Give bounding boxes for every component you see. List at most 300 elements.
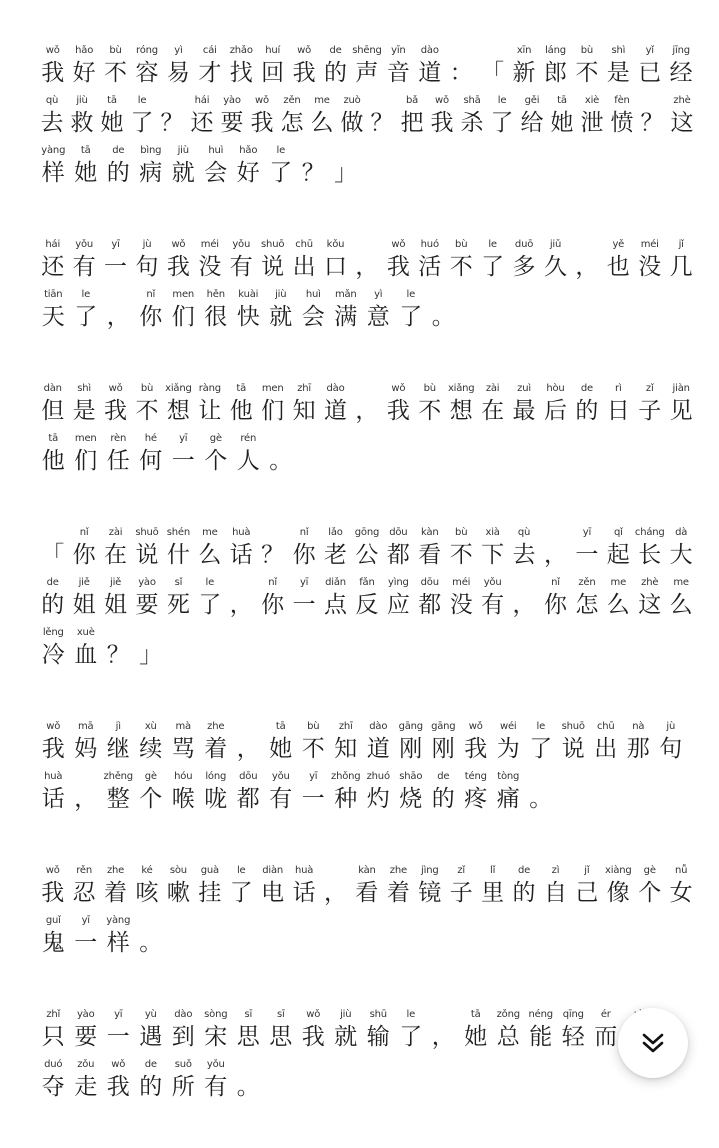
ruby-character bbox=[167, 428, 200, 478]
ruby-character bbox=[265, 716, 298, 766]
hanzi: 遇 bbox=[139, 1024, 163, 1050]
pinyin: le bbox=[236, 865, 246, 876]
ruby-character bbox=[200, 766, 233, 816]
pinyin: shuō bbox=[135, 527, 159, 538]
hanzi: ， bbox=[512, 592, 536, 618]
pinyin: gè bbox=[209, 433, 222, 444]
hanzi: 挂 bbox=[198, 880, 222, 906]
hanzi: 就 bbox=[171, 160, 195, 186]
hanzi: 愤 bbox=[610, 110, 634, 136]
ruby-character bbox=[383, 40, 414, 90]
ruby-character bbox=[37, 234, 68, 284]
ruby-character bbox=[67, 90, 97, 140]
ruby-character bbox=[330, 1004, 363, 1054]
pinyin: chū bbox=[295, 239, 313, 250]
pinyin: zài bbox=[485, 383, 500, 394]
punctuation bbox=[427, 284, 460, 334]
scroll-down-button[interactable] bbox=[618, 1008, 688, 1078]
ruby-character bbox=[257, 378, 288, 428]
punctuation bbox=[525, 766, 558, 816]
ruby-character bbox=[167, 1004, 200, 1054]
pinyin: le bbox=[488, 239, 497, 250]
hanzi: 会 bbox=[301, 304, 325, 330]
pinyin: yǒu bbox=[232, 239, 251, 250]
pinyin: yù bbox=[144, 1009, 157, 1020]
ruby-character bbox=[557, 1004, 590, 1054]
hanzi: 做 bbox=[340, 110, 364, 136]
pinyin: de bbox=[46, 577, 59, 588]
text-line bbox=[37, 428, 697, 478]
hanzi: ？ bbox=[160, 110, 184, 136]
hanzi: 出 bbox=[594, 736, 618, 762]
ruby-character bbox=[131, 234, 162, 284]
pinyin: fǎn bbox=[359, 577, 375, 588]
punctuation bbox=[70, 766, 103, 816]
pinyin: shì bbox=[611, 45, 626, 56]
text-line bbox=[37, 90, 697, 140]
hanzi: 子 bbox=[449, 880, 473, 906]
ruby-character bbox=[525, 1004, 558, 1054]
hanzi: 在 bbox=[481, 398, 505, 424]
ruby-character bbox=[265, 766, 298, 816]
ruby-character bbox=[508, 40, 539, 90]
ruby-character bbox=[163, 522, 194, 572]
hanzi: 知 bbox=[334, 736, 358, 762]
ruby-character bbox=[100, 522, 131, 572]
hanzi: 长 bbox=[638, 542, 662, 568]
ruby-character bbox=[414, 572, 445, 622]
hanzi: 意 bbox=[366, 304, 390, 330]
pinyin: yī bbox=[299, 577, 309, 588]
punctuation bbox=[135, 622, 168, 672]
hanzi: 个 bbox=[204, 448, 228, 474]
hanzi: 我 bbox=[301, 1024, 325, 1050]
hanzi: 没 bbox=[198, 254, 222, 280]
hanzi: 他 bbox=[41, 448, 65, 474]
ruby-character bbox=[265, 140, 298, 190]
pinyin: dōu bbox=[420, 577, 439, 588]
hanzi: 说 bbox=[135, 542, 159, 568]
hanzi: 她 bbox=[550, 110, 574, 136]
ruby-character bbox=[557, 716, 590, 766]
ruby-character bbox=[320, 234, 351, 284]
ruby-character bbox=[634, 40, 665, 90]
punctuation bbox=[135, 910, 168, 960]
pinyin: sǐ bbox=[174, 577, 183, 588]
hanzi: 有 bbox=[229, 254, 253, 280]
text-line bbox=[37, 234, 697, 284]
pinyin: fèn bbox=[614, 95, 630, 106]
ruby-character bbox=[257, 40, 288, 90]
hanzi: 句 bbox=[659, 736, 683, 762]
hanzi: 找 bbox=[229, 60, 253, 86]
hanzi: 我 bbox=[41, 60, 65, 86]
text-line bbox=[37, 910, 697, 960]
pinyin: wǒ bbox=[111, 1059, 126, 1070]
hanzi: 有 bbox=[72, 254, 96, 280]
hanzi: 我 bbox=[106, 1074, 130, 1100]
pinyin: yàng bbox=[106, 915, 131, 926]
pinyin: guǐ bbox=[45, 915, 61, 926]
ruby-character bbox=[102, 1054, 135, 1104]
hanzi: 救 bbox=[70, 110, 94, 136]
pinyin: bìng bbox=[140, 145, 162, 156]
hanzi: ， bbox=[229, 592, 253, 618]
ruby-character bbox=[571, 522, 602, 572]
ruby-character bbox=[70, 910, 103, 960]
ruby-character bbox=[330, 766, 363, 816]
hanzi: 怎 bbox=[280, 110, 304, 136]
hanzi: 郎 bbox=[543, 60, 567, 86]
pinyin: yǒu bbox=[483, 577, 502, 588]
ruby-character bbox=[414, 234, 445, 284]
hanzi: 多 bbox=[512, 254, 536, 280]
hanzi: 点 bbox=[324, 592, 347, 618]
pinyin: mà bbox=[175, 721, 191, 732]
pinyin: bù bbox=[423, 383, 436, 394]
hanzi: 了 bbox=[399, 304, 423, 330]
ruby-character bbox=[395, 766, 428, 816]
pinyin: yī bbox=[114, 1009, 123, 1020]
pinyin: bù bbox=[307, 721, 320, 732]
pinyin: jiù bbox=[275, 289, 287, 300]
hanzi: 好 bbox=[236, 160, 260, 186]
pinyin: zhe bbox=[106, 865, 125, 876]
pinyin: dào bbox=[326, 383, 345, 394]
hanzi: 一 bbox=[171, 448, 195, 474]
ruby-character bbox=[297, 766, 330, 816]
hanzi: 看 bbox=[355, 880, 379, 906]
hanzi: 所 bbox=[171, 1074, 195, 1100]
hanzi: 日 bbox=[606, 398, 630, 424]
ruby-character bbox=[445, 378, 476, 428]
pinyin: tā bbox=[236, 383, 247, 394]
ruby-character bbox=[247, 90, 277, 140]
ruby-character bbox=[70, 1004, 103, 1054]
ruby-character bbox=[397, 90, 427, 140]
pinyin: me bbox=[673, 577, 689, 588]
ruby-character bbox=[102, 1004, 135, 1054]
pinyin: wǒ bbox=[435, 95, 449, 106]
ruby-character bbox=[37, 860, 68, 910]
hanzi: 着 bbox=[386, 880, 410, 906]
hanzi: 姐 bbox=[104, 592, 128, 618]
hanzi: 电 bbox=[261, 880, 285, 906]
ruby-character bbox=[414, 40, 445, 90]
pinyin: jiàn bbox=[672, 383, 690, 394]
hanzi: 。 bbox=[431, 304, 455, 330]
pinyin: huà bbox=[44, 771, 63, 782]
pinyin: jǐ bbox=[678, 239, 684, 250]
ruby-character bbox=[634, 860, 665, 910]
hanzi: 我 bbox=[41, 880, 65, 906]
hanzi: 像 bbox=[606, 880, 630, 906]
pinyin: bù bbox=[580, 45, 594, 56]
hanzi: 这 bbox=[638, 592, 662, 618]
ruby-character bbox=[414, 378, 445, 428]
ruby-character bbox=[102, 766, 135, 816]
hanzi: 她 bbox=[464, 1024, 488, 1050]
ruby-character bbox=[194, 522, 225, 572]
pinyin: láng bbox=[545, 45, 566, 56]
pinyin: zhěng bbox=[103, 771, 133, 782]
hanzi: 任 bbox=[106, 448, 130, 474]
hanzi: 她 bbox=[100, 110, 124, 136]
hanzi: 骂 bbox=[171, 736, 195, 762]
pinyin: dàn bbox=[43, 383, 62, 394]
pinyin: de bbox=[329, 45, 342, 56]
hanzi: 轻 bbox=[561, 1024, 585, 1050]
ruby-character bbox=[540, 378, 571, 428]
ruby-character bbox=[622, 716, 655, 766]
ruby-character bbox=[351, 572, 382, 622]
hanzi: 要 bbox=[135, 592, 159, 618]
pinyin: yī bbox=[582, 527, 592, 538]
hanzi: 的 bbox=[512, 880, 536, 906]
hanzi: 能 bbox=[529, 1024, 553, 1050]
hanzi: 走 bbox=[74, 1074, 98, 1100]
pinyin: yī bbox=[179, 433, 188, 444]
ruby-character bbox=[163, 40, 194, 90]
ruby-character bbox=[477, 378, 508, 428]
ruby-character bbox=[226, 378, 257, 428]
pinyin: jiù bbox=[340, 1009, 352, 1020]
ruby-character bbox=[226, 40, 257, 90]
hanzi: 血 bbox=[74, 642, 98, 668]
pinyin: jǐ bbox=[584, 865, 590, 876]
pinyin: huà bbox=[232, 527, 251, 538]
pinyin: nǚ bbox=[675, 865, 688, 876]
hanzi: 「 bbox=[481, 60, 505, 86]
hanzi: 话 bbox=[292, 880, 316, 906]
punctuation bbox=[477, 40, 508, 90]
pinyin: jiù bbox=[76, 95, 88, 106]
pinyin: zěn bbox=[283, 95, 301, 106]
hanzi: 「 bbox=[41, 542, 65, 568]
ruby-character bbox=[102, 910, 135, 960]
pinyin: de bbox=[144, 1059, 157, 1070]
hanzi: 满 bbox=[334, 304, 358, 330]
pinyin: zhǒng bbox=[331, 771, 361, 782]
hanzi: 有 bbox=[269, 786, 293, 812]
pinyin: ké bbox=[141, 865, 153, 876]
ruby-character bbox=[457, 90, 487, 140]
hanzi: 不 bbox=[418, 398, 442, 424]
ruby-character bbox=[395, 1004, 428, 1054]
ruby-character bbox=[445, 860, 476, 910]
hanzi: ？ bbox=[106, 642, 130, 668]
pinyin: wǒ bbox=[108, 383, 123, 394]
ruby-character bbox=[257, 860, 288, 910]
pinyin: de bbox=[437, 771, 450, 782]
hanzi: 而 bbox=[594, 1024, 618, 1050]
ruby-character bbox=[383, 234, 414, 284]
pinyin: yì bbox=[374, 289, 383, 300]
pinyin: de bbox=[580, 383, 593, 394]
hanzi: 但 bbox=[41, 398, 65, 424]
hanzi: ？ bbox=[261, 542, 285, 568]
pinyin: yī bbox=[111, 239, 120, 250]
hanzi: 大 bbox=[669, 542, 693, 568]
hanzi: 。 bbox=[529, 786, 553, 812]
pinyin: le bbox=[536, 721, 546, 732]
hanzi: 是 bbox=[72, 398, 96, 424]
hanzi: 。 bbox=[269, 448, 293, 474]
hanzi: 易 bbox=[166, 60, 190, 86]
pinyin: diàn bbox=[262, 865, 284, 876]
pinyin: lěng bbox=[42, 627, 64, 638]
ruby-character bbox=[68, 522, 99, 572]
hanzi: 的 bbox=[431, 786, 455, 812]
pinyin: men bbox=[172, 289, 195, 300]
ruby-character bbox=[100, 40, 131, 90]
hanzi: 一 bbox=[74, 930, 98, 956]
ruby-character bbox=[571, 860, 602, 910]
ruby-character bbox=[37, 572, 68, 622]
hanzi: 经 bbox=[669, 60, 693, 86]
pinyin: de bbox=[112, 145, 125, 156]
hanzi: 想 bbox=[166, 398, 190, 424]
pinyin: yào bbox=[76, 1009, 95, 1020]
paragraph bbox=[37, 860, 697, 960]
ruby-character bbox=[277, 90, 307, 140]
hanzi: 夺 bbox=[41, 1074, 65, 1100]
hanzi: 起 bbox=[606, 542, 630, 568]
pinyin: nǐ bbox=[79, 527, 89, 538]
pinyin: men bbox=[261, 383, 284, 394]
punctuation bbox=[330, 140, 363, 190]
ruby-character bbox=[667, 90, 697, 140]
pinyin: jìng bbox=[421, 865, 439, 876]
ruby-character bbox=[68, 860, 99, 910]
hanzi: 有 bbox=[481, 592, 505, 618]
ruby-character bbox=[37, 284, 70, 334]
hanzi: ？ bbox=[370, 110, 394, 136]
hanzi: 句 bbox=[135, 254, 159, 280]
ruby-character bbox=[131, 378, 162, 428]
hanzi: 出 bbox=[292, 254, 316, 280]
hanzi: 不 bbox=[575, 60, 599, 86]
ruby-character bbox=[492, 1004, 525, 1054]
pinyin: gōng bbox=[354, 527, 380, 538]
hanzi: 杀 bbox=[460, 110, 484, 136]
ruby-character bbox=[200, 140, 233, 190]
ruby-character bbox=[330, 284, 363, 334]
pinyin: ràng bbox=[198, 383, 221, 394]
ruby-character bbox=[217, 90, 247, 140]
pinyin: nǐ bbox=[268, 577, 278, 588]
hanzi: 老 bbox=[324, 542, 347, 568]
ruby-character bbox=[288, 522, 319, 572]
hanzi: ， bbox=[431, 1024, 455, 1050]
pinyin: huó bbox=[420, 239, 439, 250]
punctuation bbox=[102, 622, 135, 672]
hanzi: ， bbox=[74, 786, 98, 812]
pinyin: huì bbox=[208, 145, 224, 156]
pinyin: me bbox=[202, 527, 218, 538]
ruby-character bbox=[634, 378, 665, 428]
ruby-character bbox=[131, 572, 162, 622]
hanzi: 没 bbox=[638, 254, 662, 280]
pinyin: hé bbox=[144, 433, 157, 444]
ruby-character bbox=[590, 1004, 623, 1054]
ruby-character bbox=[477, 860, 508, 910]
ruby-character bbox=[540, 860, 571, 910]
pinyin: yì bbox=[174, 45, 183, 56]
ruby-character bbox=[508, 860, 539, 910]
hanzi: 宋 bbox=[204, 1024, 228, 1050]
hanzi: 到 bbox=[171, 1024, 195, 1050]
ruby-character bbox=[603, 234, 634, 284]
hanzi: 音 bbox=[386, 60, 410, 86]
pinyin: qǐ bbox=[613, 527, 623, 538]
hanzi: 最 bbox=[512, 398, 536, 424]
ruby-character bbox=[163, 234, 194, 284]
pinyin: wǒ bbox=[468, 721, 483, 732]
hanzi: 那 bbox=[626, 736, 650, 762]
pinyin: shā bbox=[463, 95, 481, 106]
pinyin: bù bbox=[455, 239, 468, 250]
text-line bbox=[37, 766, 697, 816]
hanzi: 的 bbox=[41, 592, 65, 618]
pinyin: tā bbox=[275, 721, 286, 732]
pinyin: yǒu bbox=[75, 239, 94, 250]
hanzi: 话 bbox=[229, 542, 253, 568]
pinyin: yào bbox=[138, 577, 156, 588]
hanzi: 了 bbox=[529, 736, 553, 762]
ruby-character bbox=[477, 572, 508, 622]
pinyin: kàn bbox=[421, 527, 439, 538]
hanzi: 继 bbox=[106, 736, 130, 762]
ruby-character bbox=[508, 378, 539, 428]
hanzi: 会 bbox=[204, 160, 228, 186]
ruby-character bbox=[135, 140, 168, 190]
pinyin: zhè bbox=[641, 577, 659, 588]
pinyin: yīn bbox=[391, 45, 406, 56]
ruby-character bbox=[607, 90, 637, 140]
text-line bbox=[37, 572, 697, 622]
ruby-character bbox=[383, 572, 414, 622]
hanzi: 思 bbox=[269, 1024, 293, 1050]
pinyin: tiān bbox=[44, 289, 63, 300]
hanzi: 一 bbox=[575, 542, 599, 568]
ruby-character bbox=[135, 284, 168, 334]
hanzi: 种 bbox=[334, 786, 358, 812]
ruby-character bbox=[68, 40, 99, 90]
hanzi: 灼 bbox=[366, 786, 390, 812]
ruby-character bbox=[226, 234, 257, 284]
ruby-character bbox=[634, 234, 665, 284]
hanzi: 们 bbox=[74, 448, 98, 474]
punctuation bbox=[232, 716, 265, 766]
pinyin: zhǎo bbox=[229, 45, 253, 56]
hanzi: 己 bbox=[575, 880, 599, 906]
punctuation bbox=[232, 1054, 265, 1104]
hanzi: 烧 bbox=[399, 786, 423, 812]
ruby-character bbox=[571, 378, 602, 428]
ruby-character bbox=[37, 90, 67, 140]
ruby-character bbox=[427, 90, 457, 140]
hanzi: 声 bbox=[355, 60, 379, 86]
hanzi: 自 bbox=[543, 880, 567, 906]
ruby-character bbox=[297, 1004, 330, 1054]
hanzi: 都 bbox=[386, 542, 410, 568]
pinyin: yǒu bbox=[206, 1059, 225, 1070]
hanzi: 想 bbox=[449, 398, 473, 424]
paragraph bbox=[37, 40, 697, 190]
hanzi: 痛 bbox=[496, 786, 520, 812]
hanzi: 后 bbox=[543, 398, 567, 424]
